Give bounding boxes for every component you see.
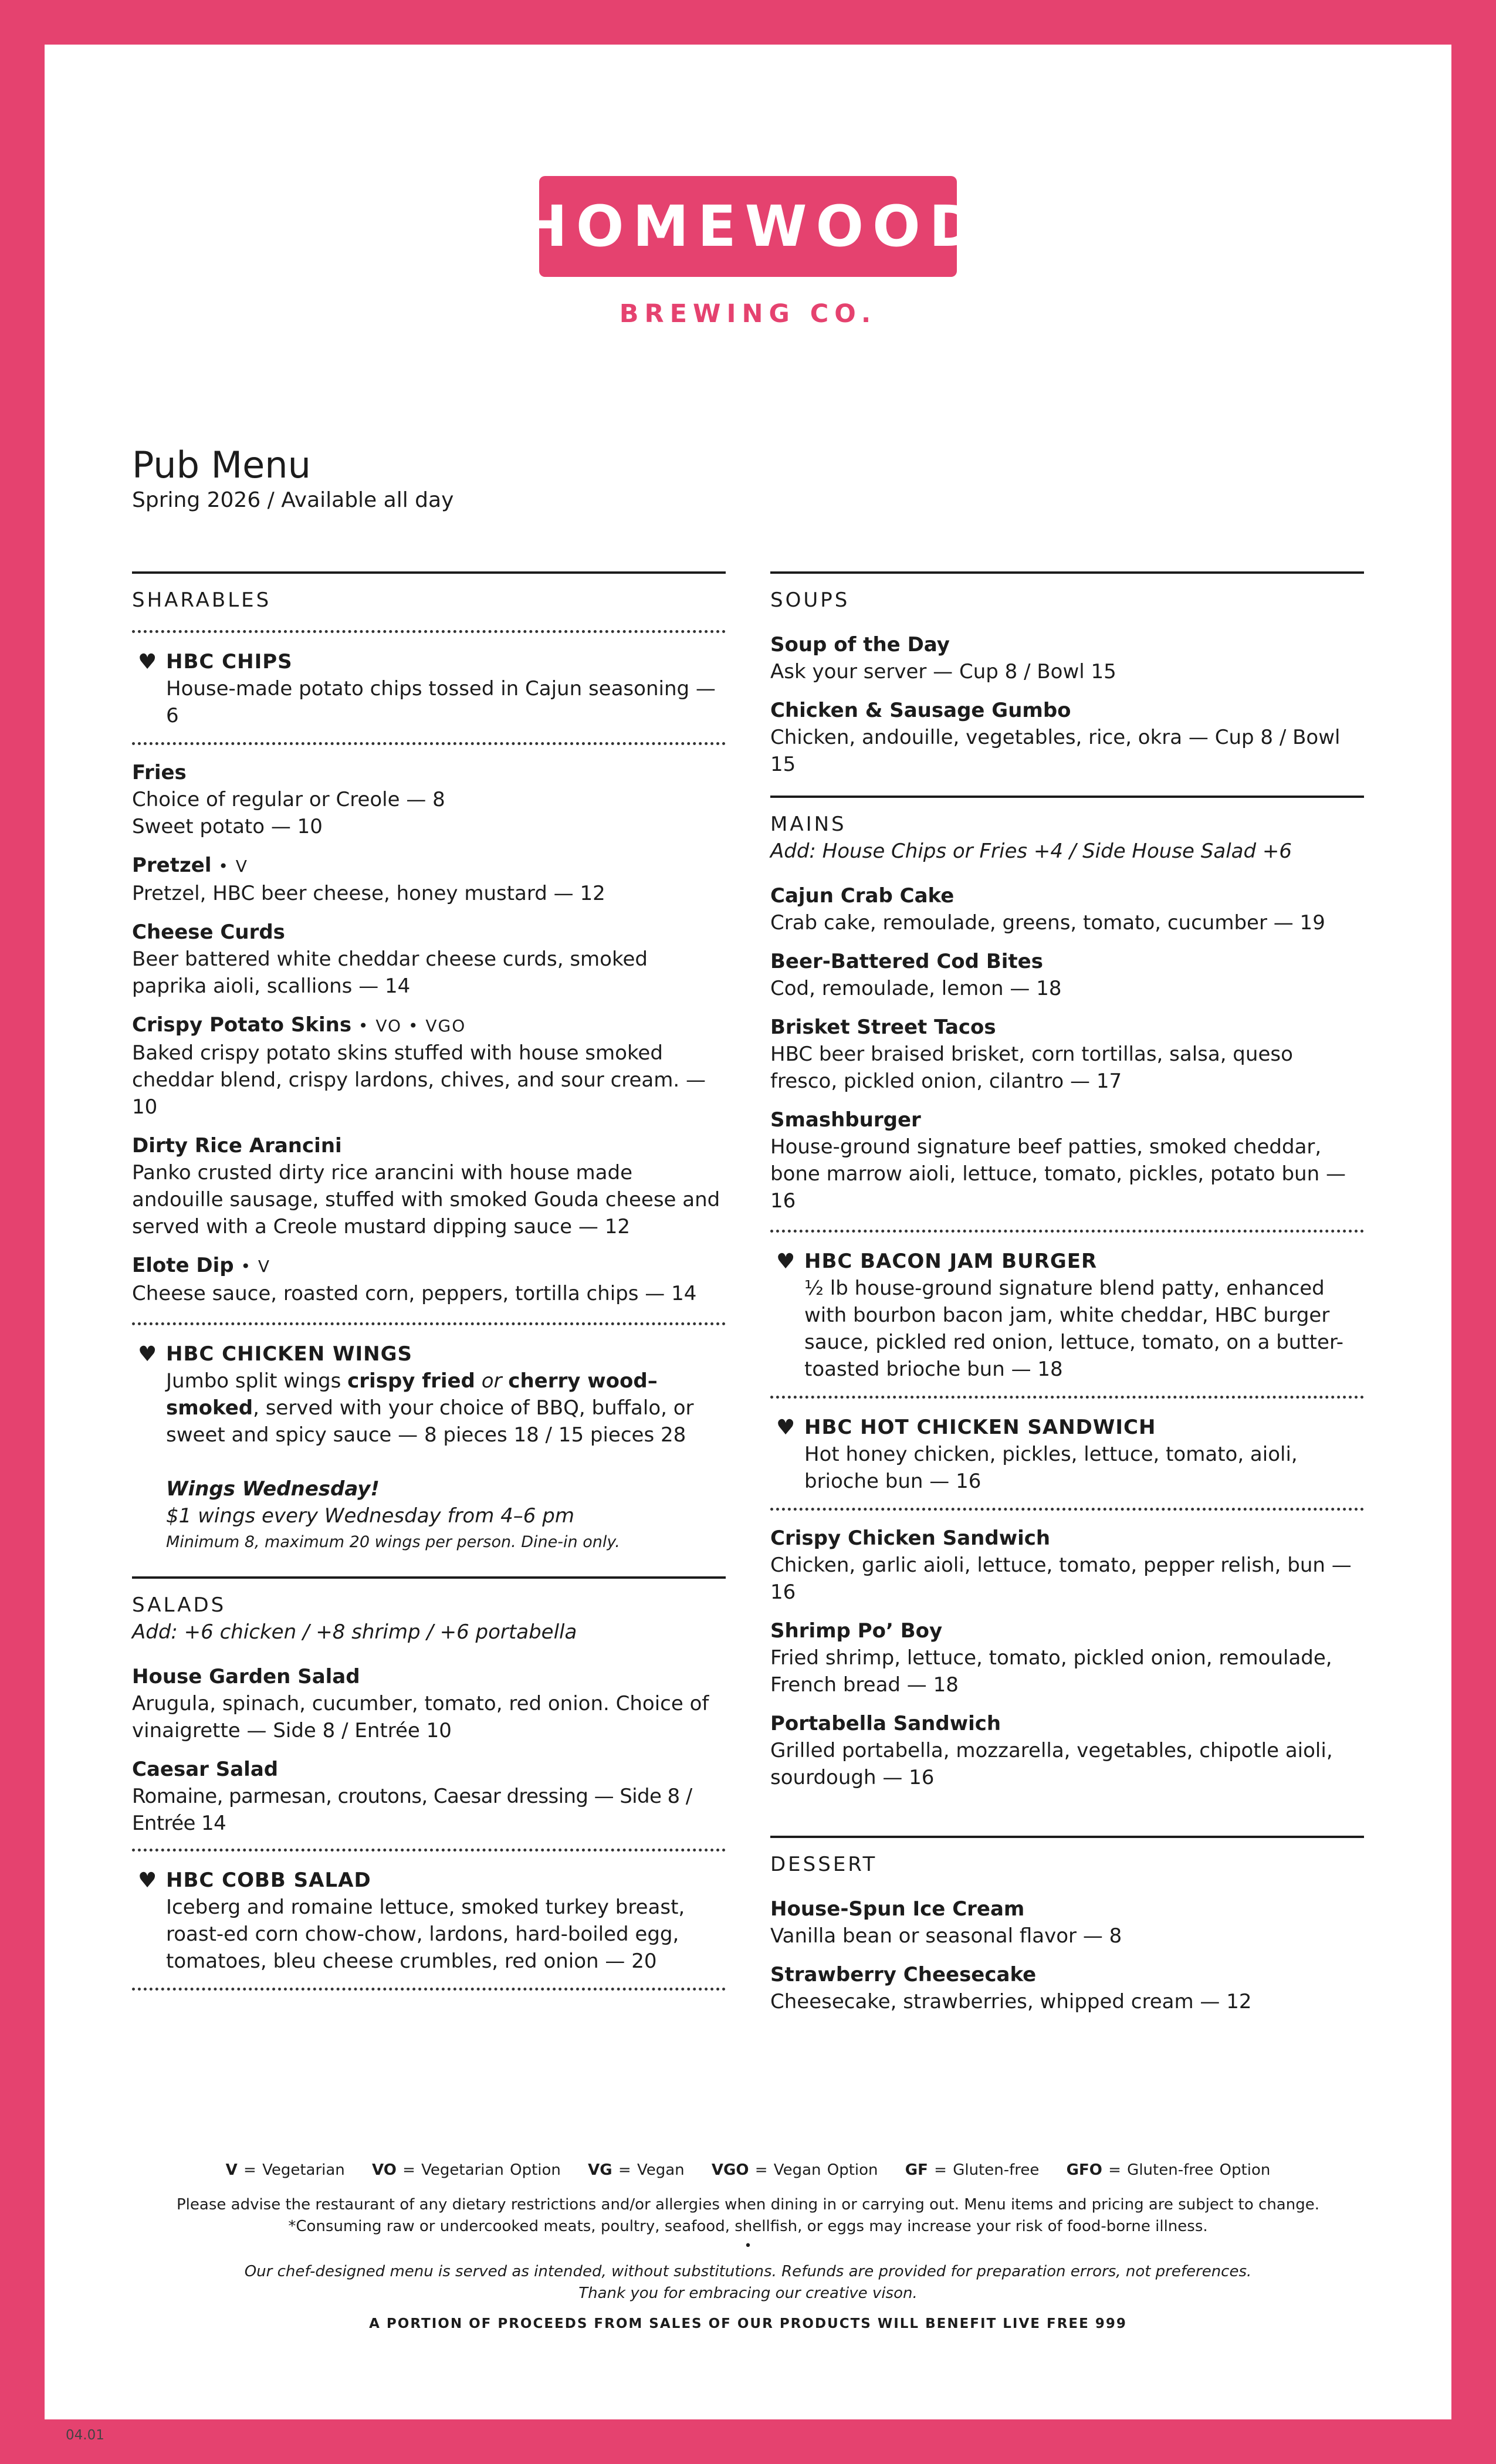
promo-text: $1 wings every Wednesday from 4–6 pm [166, 1504, 574, 1528]
salads-section [132, 1576, 726, 1991]
item-name: Chicken & Sausage Gumbo [770, 699, 1071, 722]
item-description: Cheesecake, strawberries, whipped cream — 12 [770, 1990, 1252, 2013]
diet-tag: • V [218, 857, 248, 876]
brand-name: HOMEWOOD [520, 194, 985, 259]
promo-fine-print: Minimum 8, maximum 20 wings per person. Dine-in only. [166, 1533, 620, 1551]
item-name: Portabella Sandwich [770, 1712, 1001, 1735]
featured-item [770, 1233, 1364, 1396]
item-name: HBC HOT CHICKEN SANDWICH [804, 1416, 1156, 1439]
item-description: Romaine, parmesan, croutons, Caesar dressing — Side 8 / Entrée 14 [132, 1785, 692, 1835]
menu-item [132, 919, 726, 1000]
item-name: Crispy Chicken Sandwich [770, 1527, 1051, 1550]
featured-item [132, 633, 726, 742]
section-note: Add: House Chips or Fries +4 / Side House Salad +6 [770, 840, 1292, 863]
menu-item [770, 1617, 1364, 1698]
item-name: Dirty Rice Arancini [132, 1134, 342, 1157]
item-description: Iceberg and romaine lettuce, smoked turkey breast, roast-ed corn chow-chow, lardons, hard-boiled egg, tomatoes, bleu cheese crumbles, red onion — 20 [166, 1896, 685, 1973]
item-name: Crispy Potato Skins • VO • VGO [132, 1013, 466, 1037]
brand-logo [520, 176, 985, 277]
mains-section [770, 796, 1364, 1791]
item-name: Beer-Battered Cod Bites [770, 950, 1043, 973]
item-name: Fries [132, 761, 187, 784]
divider [132, 1988, 726, 1991]
dessert-heading: DESSERT [770, 1853, 878, 1876]
legend-item: VO = Vegetarian Option [372, 2161, 561, 2179]
brand-subtitle: BREWING CO. [619, 299, 877, 329]
item-name: Cheese Curds [132, 920, 285, 944]
soups-heading: SOUPS [770, 588, 850, 612]
page-number: 04.01 [66, 2428, 104, 2443]
menu-item [770, 1710, 1364, 1791]
dietary-legend [45, 2161, 1451, 2179]
proceeds-notice: A PORTION OF PROCEEDS FROM SALES OF OUR PRODUCTS WILL BENEFIT LIVE FREE 999 [369, 2316, 1127, 2331]
soups-section [770, 571, 1364, 778]
item-name: HBC BACON JAM BURGER [804, 1250, 1098, 1273]
item-name: Strawberry Cheesecake [770, 1963, 1037, 1986]
menu-item [770, 1106, 1364, 1214]
heart-icon: ♥ [138, 1869, 157, 1893]
menu-item [770, 948, 1364, 1002]
item-name: Caesar Salad [132, 1758, 279, 1781]
item-description: ½ lb house-ground signature blend patty, enhanced with bourbon bacon jam, white cheddar, HBC burger sauce, pickled red onion, lettuce, tomato, on a butter-toasted brioche bun — 18 [804, 1277, 1344, 1381]
featured-item [770, 1399, 1364, 1508]
item-name: Soup of the Day [770, 633, 950, 656]
item-name: House Garden Salad [132, 1665, 360, 1688]
heart-icon: ♥ [138, 1342, 157, 1366]
menu-item [770, 1961, 1364, 2015]
item-description: Crab cake, remoulade, greens, tomato, cucumber — 19 [770, 911, 1325, 935]
right-column [770, 571, 1364, 2015]
menu-item [770, 631, 1364, 685]
item-description: Ask your server — Cup 8 / Bowl 15 [770, 660, 1116, 683]
legend-item: V = Vegetarian [225, 2161, 345, 2179]
item-name: HBC CHICKEN WINGS [166, 1342, 413, 1366]
policy-notice: Our chef-designed menu is served as intended, without substitutions. Refunds are provided for preparation errors, not preferences. Thank you for embracing our creative vison. [244, 2263, 1252, 2302]
menu-item [770, 1896, 1364, 1949]
diet-tag: • V [241, 1257, 271, 1276]
menu-item [132, 1132, 726, 1240]
featured-item [132, 1852, 726, 1988]
legend-item: GFO = Gluten-free Option [1066, 2161, 1271, 2179]
item-name: Smashburger [770, 1108, 921, 1132]
sharables-section [132, 571, 726, 1576]
legend-item: VG = Vegan [588, 2161, 685, 2179]
item-description: Arugula, spinach, cucumber, tomato, red onion. Choice of vinaigrette — Side 8 / Entrée 10 [132, 1692, 709, 1742]
menu-item [132, 852, 726, 907]
divider [770, 1508, 1364, 1511]
legend-item: VGO = Vegan Option [711, 2161, 878, 2179]
heart-icon: ♥ [776, 1416, 796, 1440]
salads-heading: SALADS [132, 1593, 226, 1617]
item-description: Vanilla bean or seasonal flavor — 8 [770, 1924, 1122, 1948]
item-description: HBC beer braised brisket, corn tortillas, salsa, queso fresco, pickled onion, cilantro — 17 [770, 1043, 1293, 1093]
item-name: Elote Dip • V [132, 1254, 271, 1277]
sharables-heading: SHARABLES [132, 588, 272, 612]
menu-item [770, 882, 1364, 936]
menu-page [45, 45, 1451, 2443]
item-name: HBC COBB SALAD [166, 1869, 371, 1892]
bullet-separator: • [744, 2239, 752, 2253]
item-description: Sweet potato — 10 [132, 815, 323, 838]
item-description: Chicken, garlic aioli, lettuce, tomato, pepper relish, bun — 16 [770, 1553, 1352, 1604]
left-column [132, 571, 726, 1991]
item-name: HBC CHIPS [166, 650, 293, 673]
item-description: Chicken, andouille, vegetables, rice, okra — Cup 8 / Bowl 15 [770, 726, 1341, 776]
item-name: Pretzel • V [132, 854, 248, 877]
menu-item [770, 1014, 1364, 1095]
item-description: Hot honey chicken, pickles, lettuce, tomato, aioli, brioche bun — 16 [804, 1443, 1298, 1493]
menu-item [132, 1756, 726, 1837]
item-description: Baked crispy potato skins stuffed with house smoked cheddar blend, crispy lardons, chives, and sour cream. — 10 [132, 1041, 706, 1119]
item-name: House-Spun Ice Cream [770, 1897, 1025, 1921]
menu-item [770, 1525, 1364, 1606]
menu-item [132, 1011, 726, 1121]
featured-item [132, 1325, 726, 1576]
item-description: Cod, remoulade, lemon — 18 [770, 977, 1062, 1000]
item-description: Jumbo split wings crispy fried or cherry wood–smoked, served with your choice of BBQ, buffalo, or sweet and spicy sauce — 8 pieces 18 / 15 pieces 28 [166, 1369, 694, 1447]
section-note: Add: +6 chicken / +8 shrimp / +6 portabella [132, 1620, 577, 1644]
item-description: House-made potato chips tossed in Cajun seasoning — 6 [166, 677, 716, 727]
item-description: Choice of regular or Creole — 8 [132, 788, 445, 811]
menu-item [132, 1663, 726, 1744]
item-description: Panko crusted dirty rice arancini with house made andouille sausage, stuffed with smoked Gouda cheese and served with a Creole mustard dipping sauce — 12 [132, 1161, 720, 1238]
dessert-section [770, 1836, 1364, 2015]
menu-item [132, 1252, 726, 1307]
heart-icon: ♥ [776, 1250, 796, 1274]
menu-item [770, 697, 1364, 778]
diet-tag: • VO • VGO [358, 1016, 466, 1035]
mains-heading: MAINS [770, 813, 847, 836]
item-description: Beer battered white cheddar cheese curds, smoked paprika aioli, scallions — 14 [132, 947, 648, 998]
item-description: Grilled portabella, mozzarella, vegetables, chipotle aioli, sourdough — 16 [770, 1739, 1333, 1789]
item-name: Cajun Crab Cake [770, 884, 955, 908]
menu-item [132, 759, 726, 840]
item-name: Brisket Street Tacos [770, 1016, 996, 1039]
item-name: Shrimp Po’ Boy [770, 1619, 943, 1643]
promo-title: Wings Wednesday! [166, 1477, 380, 1501]
menu-subtitle: Spring 2026 / Available all day [132, 488, 454, 512]
allergy-notice: Please advise the restaurant of any dietary restrictions and/or allergies when dining in or carrying out. Menu items and pricing are subject to change. *Consuming raw or undercooked meats, poultry, seafood, shellfish, or eggs may increase your risk of food-borne illness. [177, 2196, 1319, 2235]
item-description: Cheese sauce, roasted corn, peppers, tortilla chips — 14 [132, 1282, 697, 1305]
heart-icon: ♥ [138, 650, 157, 674]
item-description: House-ground signature beef patties, smoked cheddar, bone marrow aioli, lettuce, tomato, pickles, potato bun — 16 [770, 1135, 1346, 1213]
menu-title: Pub Menu [132, 444, 311, 486]
legend-item: GF = Gluten-free [905, 2161, 1040, 2179]
divider [132, 742, 726, 745]
item-description: Pretzel, HBC beer cheese, honey mustard — 12 [132, 882, 605, 905]
item-description: Fried shrimp, lettuce, tomato, pickled onion, remoulade, French bread — 18 [770, 1646, 1332, 1697]
